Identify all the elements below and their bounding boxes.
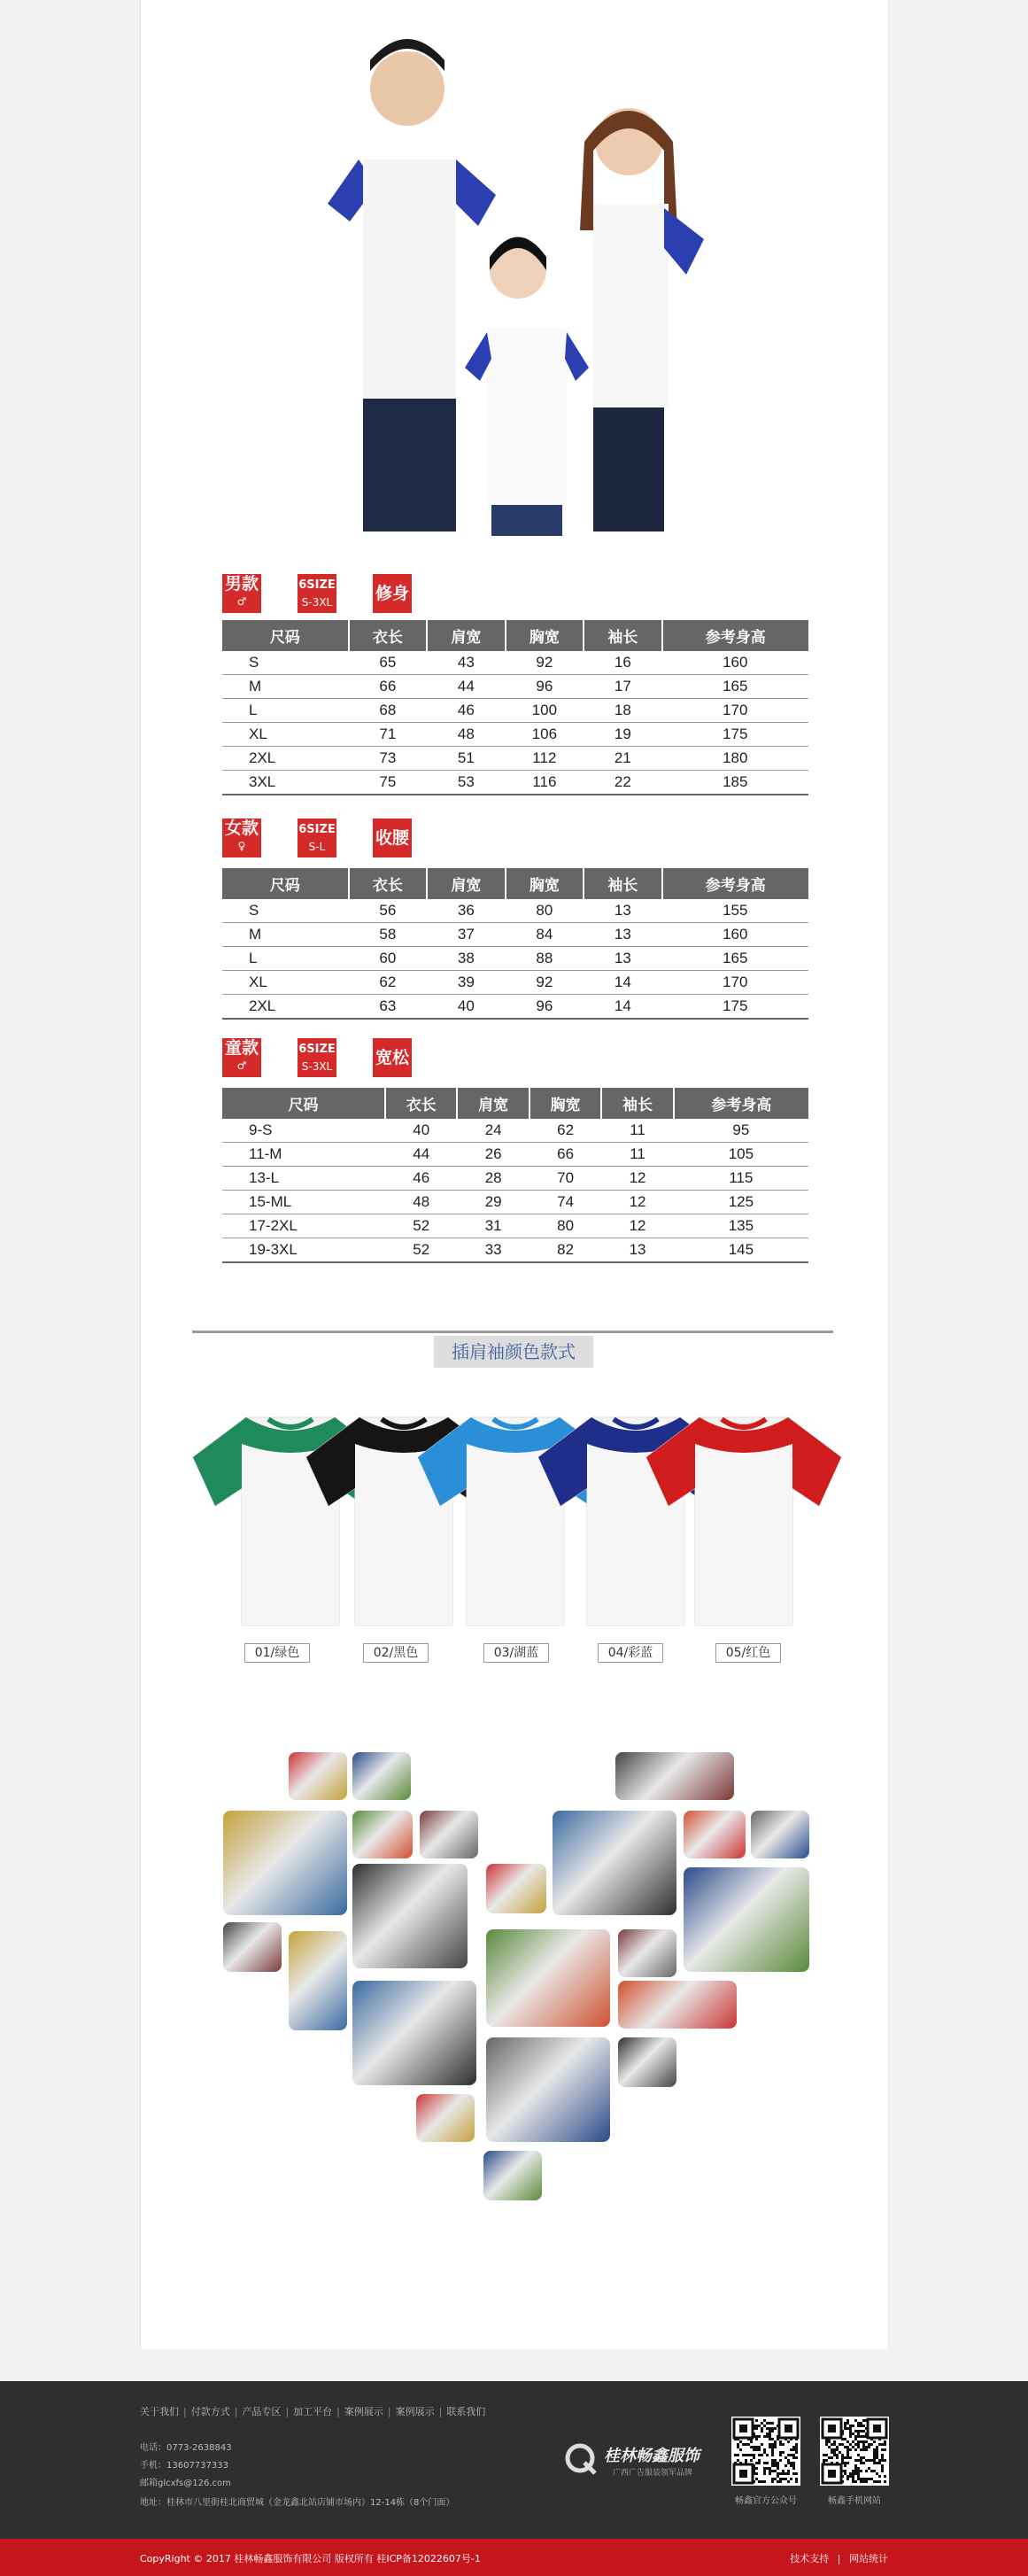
logo-q-icon <box>563 2441 599 2477</box>
size-table-header: 尺码 <box>222 620 349 651</box>
table-cell: M <box>222 675 349 699</box>
table-row <box>222 995 808 1020</box>
hero-family-photo <box>274 18 753 536</box>
footer-nav-link[interactable]: 联系我们 <box>446 2406 486 2417</box>
table-row <box>222 651 808 675</box>
size-table-header: 肩宽 <box>427 620 505 651</box>
table-row <box>222 699 808 723</box>
table-cell: 11 <box>601 1119 673 1143</box>
team-photo <box>289 1752 347 1800</box>
section-divider <box>192 1331 833 1333</box>
size-table-header: 胸宽 <box>529 1088 601 1119</box>
color-label: 04/彩蓝 <box>598 1643 663 1663</box>
table-cell: 96 <box>506 675 584 699</box>
size-tag-text: 女款 <box>224 819 259 838</box>
qr-code-wechat <box>731 2417 800 2486</box>
table-cell: 95 <box>674 1119 808 1143</box>
size-table-header: 尺码 <box>222 1088 385 1119</box>
table-cell: 17-2XL <box>222 1214 385 1238</box>
tshirt-swatch[interactable] <box>638 1408 850 1630</box>
copyright-bar <box>0 2539 1028 2576</box>
table-cell: 40 <box>385 1119 457 1143</box>
table-row <box>222 971 808 995</box>
table-cell: 46 <box>385 1167 457 1191</box>
table-cell: 100 <box>506 699 584 723</box>
team-photo <box>618 1981 737 2029</box>
table-cell: 15-ML <box>222 1191 385 1214</box>
table-cell: 46 <box>427 699 505 723</box>
table-cell: 105 <box>674 1143 808 1167</box>
table-cell: 43 <box>427 651 505 675</box>
size-table-header: 参考身高 <box>674 1088 808 1119</box>
table-cell: 80 <box>506 899 584 923</box>
table-cell: 84 <box>506 923 584 947</box>
table-cell: 56 <box>349 899 427 923</box>
table-cell: 92 <box>506 971 584 995</box>
table-row <box>222 1214 808 1238</box>
table-cell: 116 <box>506 771 584 795</box>
copyright-text: CopyRight © 2017 桂林畅鑫服饰有限公司 版权所有 桂ICP备12022607号-1 <box>140 2553 481 2564</box>
size-tag-text: 童款 <box>224 1038 259 1058</box>
team-photo <box>223 1811 347 1915</box>
team-photo <box>618 2037 676 2087</box>
table-cell: 92 <box>506 651 584 675</box>
table-cell: 44 <box>427 675 505 699</box>
table-cell: 74 <box>529 1191 601 1214</box>
table-cell: 160 <box>662 651 808 675</box>
table-cell: 135 <box>674 1214 808 1238</box>
table-cell: 17 <box>584 675 661 699</box>
footer-phone: 电话：0773-2638843 <box>140 2443 232 2453</box>
table-cell: 125 <box>674 1191 808 1214</box>
qr-caption-wechat: 畅鑫官方公众号 <box>735 2496 797 2506</box>
team-photo <box>352 1811 413 1858</box>
tech-support-link[interactable]: 技术支持 <box>790 2553 830 2564</box>
team-photo <box>416 2094 475 2142</box>
table-cell: 13-L <box>222 1167 385 1191</box>
size-tag <box>298 574 336 613</box>
size-table-header: 肩宽 <box>427 868 505 899</box>
table-cell: 71 <box>349 723 427 747</box>
table-cell: 26 <box>457 1143 529 1167</box>
table-cell: XL <box>222 971 349 995</box>
size-tag <box>298 819 336 857</box>
table-cell: 13 <box>584 899 661 923</box>
team-photo <box>352 1752 411 1800</box>
team-photo <box>618 1929 676 1977</box>
table-cell: 38 <box>427 947 505 971</box>
size-tag <box>298 1038 336 1077</box>
table-cell: 13 <box>584 947 661 971</box>
team-photo <box>615 1752 734 1800</box>
table-cell: 13 <box>584 923 661 947</box>
table-cell: 29 <box>457 1191 529 1214</box>
table-cell: 160 <box>662 923 808 947</box>
table-cell: M <box>222 923 349 947</box>
table-cell: 62 <box>349 971 427 995</box>
table-row <box>222 771 808 795</box>
size-table-header: 衣长 <box>349 868 427 899</box>
size-table-header: 袖长 <box>601 1088 673 1119</box>
table-cell: 2XL <box>222 995 349 1020</box>
site-stats-link[interactable]: 网站统计 <box>849 2553 888 2564</box>
team-photo <box>684 1811 746 1858</box>
footer-nav: 关于我们 | 付款方式 | 产品专区 | 加工平台 | 案例展示 | 案例展示 | 联系我们 <box>140 2406 486 2417</box>
table-cell: XL <box>222 723 349 747</box>
logo-subtitle: 广西广告服装领军品牌 <box>613 2469 693 2478</box>
color-label: 01/绿色 <box>244 1643 310 1663</box>
color-label: 02/黑色 <box>363 1643 429 1663</box>
table-cell: 115 <box>674 1167 808 1191</box>
size-table-header: 参考身高 <box>662 868 808 899</box>
table-cell: 96 <box>506 995 584 1020</box>
team-photo <box>684 1867 809 1972</box>
size-tag <box>373 574 412 613</box>
table-cell: 165 <box>662 947 808 971</box>
footer-nav-link[interactable]: 加工平台 <box>293 2406 333 2417</box>
table-cell: 165 <box>662 675 808 699</box>
size-table-header: 胸宽 <box>506 620 584 651</box>
table-cell: 14 <box>584 971 661 995</box>
size-table <box>222 1088 808 1263</box>
size-table <box>222 620 808 795</box>
size-tag-subtext: S-3XL <box>301 1060 333 1073</box>
table-cell: 70 <box>529 1167 601 1191</box>
table-cell: 52 <box>385 1238 457 1263</box>
table-cell: 112 <box>506 747 584 771</box>
table-cell: 66 <box>529 1143 601 1167</box>
table-cell: 60 <box>349 947 427 971</box>
size-tag-subtext: ♂ <box>236 595 247 608</box>
table-cell: 44 <box>385 1143 457 1167</box>
table-row <box>222 899 808 923</box>
table-cell: 53 <box>427 771 505 795</box>
size-table-header: 袖长 <box>584 620 661 651</box>
size-table-header: 衣长 <box>385 1088 457 1119</box>
size-table <box>222 868 808 1020</box>
table-cell: 14 <box>584 995 661 1020</box>
team-photo <box>223 1922 282 1972</box>
table-cell: 155 <box>662 899 808 923</box>
team-photo <box>420 1811 478 1858</box>
table-cell: S <box>222 651 349 675</box>
table-cell: 12 <box>601 1214 673 1238</box>
size-table-header: 参考身高 <box>662 620 808 651</box>
table-cell: 175 <box>662 723 808 747</box>
table-cell: 2XL <box>222 747 349 771</box>
table-cell: 73 <box>349 747 427 771</box>
size-tag <box>222 574 261 613</box>
qr-code-mobile-site <box>820 2417 889 2486</box>
table-row <box>222 1191 808 1214</box>
table-cell: 18 <box>584 699 661 723</box>
table-cell: 31 <box>457 1214 529 1238</box>
table-cell: 19-3XL <box>222 1238 385 1263</box>
table-row <box>222 1238 808 1263</box>
table-cell: 51 <box>427 747 505 771</box>
table-row <box>222 1143 808 1167</box>
table-cell: 82 <box>529 1238 601 1263</box>
size-tag-text: 男款 <box>224 574 259 594</box>
footer-nav-link[interactable]: 付款方式 <box>190 2406 230 2417</box>
colors-section-title: 插肩袖颜色款式 <box>434 1336 593 1368</box>
logo-title: 桂林畅鑫服饰 <box>604 2447 700 2465</box>
table-cell: 58 <box>349 923 427 947</box>
table-cell: L <box>222 947 349 971</box>
team-photo <box>486 1929 610 2027</box>
team-photo <box>751 1811 809 1858</box>
table-cell: 185 <box>662 771 808 795</box>
table-cell: 21 <box>584 747 661 771</box>
size-tag-text: 6SIZE <box>298 823 336 836</box>
team-photo <box>352 1864 468 1968</box>
table-cell: 11 <box>601 1143 673 1167</box>
size-table-header: 袖长 <box>584 868 661 899</box>
size-table-header: 肩宽 <box>457 1088 529 1119</box>
table-cell: S <box>222 899 349 923</box>
table-row <box>222 675 808 699</box>
table-cell: 33 <box>457 1238 529 1263</box>
footer-email: 邮箱glcxfs@126.com <box>140 2479 231 2488</box>
table-cell: 65 <box>349 651 427 675</box>
team-photo <box>483 2151 542 2200</box>
footer <box>0 2381 1028 2539</box>
size-table-header: 胸宽 <box>506 868 584 899</box>
table-row <box>222 723 808 747</box>
footer-mobile: 手机：13607737333 <box>140 2461 228 2471</box>
table-cell: 9-S <box>222 1119 385 1143</box>
table-cell: 68 <box>349 699 427 723</box>
footer-nav-link[interactable]: 产品专区 <box>242 2406 282 2417</box>
size-tag-text: 宽松 <box>375 1048 409 1067</box>
table-cell: 37 <box>427 923 505 947</box>
table-row <box>222 1167 808 1191</box>
table-cell: 28 <box>457 1167 529 1191</box>
table-cell: 11-M <box>222 1143 385 1167</box>
table-row <box>222 923 808 947</box>
team-photo <box>486 1864 546 1913</box>
table-cell: 40 <box>427 995 505 1020</box>
table-cell: 39 <box>427 971 505 995</box>
team-photo <box>289 1931 347 2030</box>
table-cell: 36 <box>427 899 505 923</box>
size-tag-subtext: S-3XL <box>301 596 333 609</box>
table-cell: 88 <box>506 947 584 971</box>
size-tag-text: 6SIZE <box>298 578 336 592</box>
footer-address: 地址：桂林市八里街桂北商贸城（金龙鑫北站店铺市场内）12-14栋（8个门面） <box>140 2498 455 2508</box>
size-table-header: 衣长 <box>349 620 427 651</box>
table-row <box>222 1119 808 1143</box>
table-row <box>222 747 808 771</box>
table-cell: 24 <box>457 1119 529 1143</box>
size-tag-subtext: S-L <box>308 841 326 853</box>
team-photo <box>553 1811 676 1915</box>
table-cell: 63 <box>349 995 427 1020</box>
table-cell: 3XL <box>222 771 349 795</box>
size-tag <box>222 1038 261 1077</box>
table-cell: 12 <box>601 1191 673 1214</box>
team-photo <box>352 1981 476 2085</box>
table-cell: 175 <box>662 995 808 1020</box>
size-tag <box>373 1038 412 1077</box>
size-table-header: 尺码 <box>222 868 349 899</box>
color-label: 03/湖蓝 <box>483 1643 549 1663</box>
table-cell: 12 <box>601 1167 673 1191</box>
table-cell: L <box>222 699 349 723</box>
size-tag-subtext: ♀ <box>237 840 246 852</box>
footer-nav-link[interactable]: 案例展示 <box>344 2406 383 2417</box>
footer-nav-link[interactable]: 案例展示 <box>395 2406 435 2417</box>
table-cell: 62 <box>529 1119 601 1143</box>
table-cell: 19 <box>584 723 661 747</box>
table-cell: 52 <box>385 1214 457 1238</box>
copyright-links: 技术支持 | 网站统计 <box>790 2553 888 2564</box>
table-cell: 75 <box>349 771 427 795</box>
qr-caption-mobile: 畅鑫手机网站 <box>828 2496 881 2506</box>
color-label: 05/红色 <box>715 1643 781 1663</box>
size-tag-subtext: ♂ <box>236 1059 247 1072</box>
size-tag-text: 修身 <box>375 584 409 603</box>
table-cell: 22 <box>584 771 661 795</box>
table-cell: 80 <box>529 1214 601 1238</box>
table-cell: 13 <box>601 1238 673 1263</box>
table-cell: 48 <box>385 1191 457 1214</box>
table-cell: 48 <box>427 723 505 747</box>
table-cell: 170 <box>662 971 808 995</box>
footer-nav-link[interactable]: 关于我们 <box>140 2406 179 2417</box>
table-cell: 66 <box>349 675 427 699</box>
table-cell: 170 <box>662 699 808 723</box>
team-photo <box>486 2037 610 2142</box>
size-tag <box>222 819 261 857</box>
size-tag <box>373 819 412 857</box>
table-cell: 180 <box>662 747 808 771</box>
size-tag-text: 6SIZE <box>298 1043 336 1056</box>
table-cell: 106 <box>506 723 584 747</box>
table-cell: 145 <box>674 1238 808 1263</box>
company-logo <box>563 2434 705 2484</box>
table-row <box>222 947 808 971</box>
table-cell: 16 <box>584 651 661 675</box>
size-tag-text: 收腰 <box>375 828 409 848</box>
